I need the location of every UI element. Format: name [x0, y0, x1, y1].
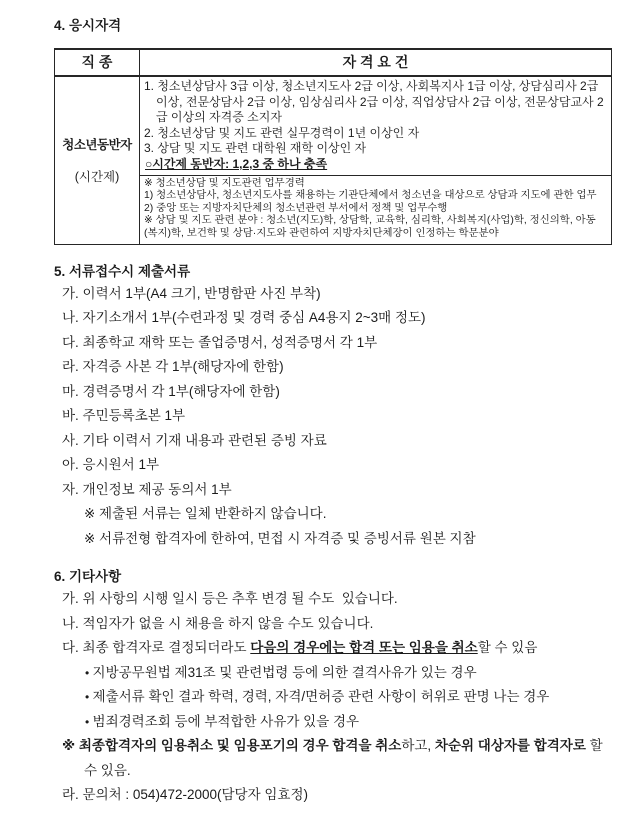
requirement-item-2: 2. 청소년상담 및 지도 관련 실무경력이 1년 이상인 자 [144, 125, 420, 140]
etc-item-da: 다. 최종 합격자로 결정되더라도 다음의 경우에는 합격 또는 임용을 취소할 수 있음 [62, 640, 538, 656]
document-item-ba: 바. 주민등록초본 1부 [62, 408, 186, 424]
requirement-highlight: ○시간제 동반자: 1,2,3 중 하나 충족 [145, 156, 328, 171]
table-header-qualification: 자 격 요 건 [140, 49, 612, 76]
document-item-a: 아. 응시원서 1부 [62, 457, 160, 473]
section-6 [52, 567, 615, 808]
qualification-note-1: ※ 청소년상담 및 지도관련 업무경력 [144, 177, 305, 189]
document-item-na: 나. 자기소개서 1부(수련과정 및 경력 중심 A4용지 2~3매 정도) [62, 310, 426, 326]
qualification-table [54, 48, 612, 245]
submission-note-2: ※ 서류전형 합격자에 한하여, 면접 시 자격증 및 증빙서류 원본 지참 [84, 530, 476, 546]
document-item-ga: 가. 이력서 1부(A4 크기, 반명함판 사진 부착) [62, 285, 321, 301]
section-6-heading: 6. 기타사항 [54, 569, 122, 585]
cancel-reason-bullet-2: • 제출서류 확인 결과 학력, 경력, 자격/면허증 관련 사항이 허위로 판명 나는 경우 [52, 685, 615, 710]
table-header-row [55, 49, 612, 76]
submission-note-1: ※ 제출된 서류는 일체 반환하지 않습니다. [84, 506, 327, 522]
qualification-note-2: 1) 청소년상담사, 청소년지도사를 채용하는 기관단체에서 청소년을 대상으로 상담과 지도에 관한 업무 [144, 190, 597, 202]
section-4-heading: 4. 응시자격 [54, 18, 122, 33]
table-body-row [55, 76, 612, 175]
requirement-item-3: 3. 상담 및 지도 관련 대학원 재학 이상인 자 [144, 141, 367, 156]
section-5 [52, 262, 615, 552]
job-type-subtitle: (시간제) [74, 170, 120, 185]
section-5-heading: 5. 서류접수시 제출서류 [54, 263, 191, 279]
document-item-ra: 라. 자격증 사본 각 1부(해당자에 한함) [62, 359, 284, 375]
qualification-notes-cell [140, 175, 612, 244]
contact-info: 라. 문의처 : 054)472-2000(담당자 임효정) [62, 787, 308, 803]
requirement-item-1: 1. 청소년상담사 3급 이상, 청소년지도사 2급 이상, 사회복지사 1급 이상, 상담심리사 2급 이상, 전문상담사 2급 이상, 임상심리사 2급 이상, 직업상담사 2급 이상, 전문상담교사 2급 이상의 자격증 소지자 [144, 79, 604, 125]
qualification-note-3: 2) 중앙 또는 지방자치단체의 청소년관련 부서에서 정책 및 업무수행 [144, 202, 448, 214]
cancel-reason-bullet-1: • 지방공무원법 제31조 및 관련법령 등에 의한 결격사유가 있는 경우 [52, 661, 615, 686]
table-header-job-type: 직 종 [55, 49, 140, 76]
document-item-da: 다. 최종학교 재학 또는 졸업증명서, 성적증명서 각 1부 [62, 334, 378, 350]
document-item-sa: 사. 기타 이력서 기재 내용과 관련된 증빙 자료 [62, 432, 327, 448]
etc-item-na: 나. 적임자가 없을 시 채용을 하지 않을 수도 있습니다. [62, 615, 374, 631]
cancel-reason-bullet-3: • 범죄경력조회 등에 부적합한 사유가 있을 경우 [52, 710, 615, 735]
document-item-ma: 마. 경력증명서 각 1부(해당자에 한함) [62, 383, 280, 399]
final-cancellation-note: ※ 최종합격자의 임용취소 및 임용포기의 경우 합격을 취소하고, 차순위 대상자를 합격자로 할 수 있음. [62, 738, 607, 778]
requirements-cell [140, 76, 612, 175]
qualification-note-4: ※ 상담 및 지도 관련 분야 : 청소년(지도)학, 상담학, 교육학, 심리학, 사회복지(사업)학, 정신의학, 아동(복지)학, 보건학 및 상담·지도와 관련하여 지방자치단체장이 인정하는 학문분야 [144, 215, 596, 239]
document-item-ja: 자. 개인정보 제공 동의서 1부 [62, 481, 232, 497]
job-type-name: 청소년동반자 [62, 138, 132, 153]
etc-item-ga: 가. 위 사항의 시행 일시 등은 추후 변경 될 수도 있습니다. [62, 591, 398, 607]
job-type-cell [55, 76, 140, 244]
